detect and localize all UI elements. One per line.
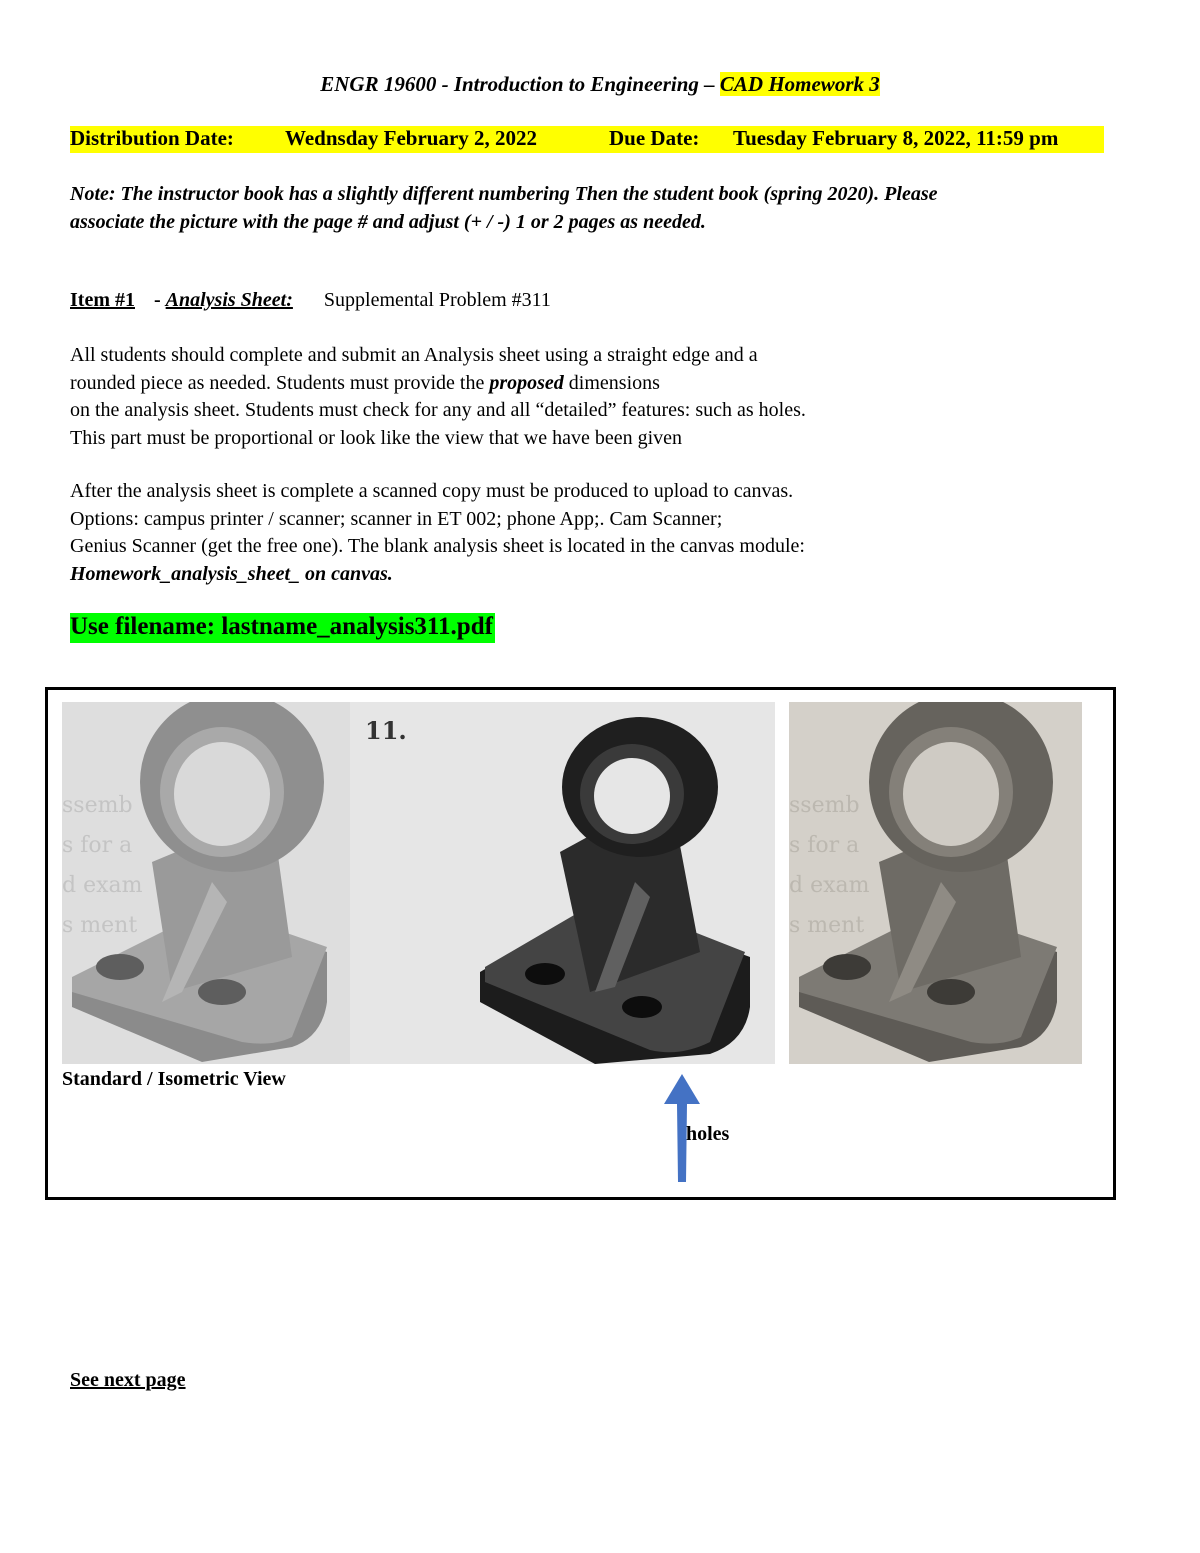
note-line: Note: The instructor book has a slightly different numbering Then the student book (spring 2020). Please bbox=[70, 183, 938, 205]
paragraph-line: After the analysis sheet is complete a scanned copy must be produced to upload to canvas. bbox=[70, 480, 794, 502]
paragraph-line bbox=[70, 370, 1070, 398]
holes-label: holes bbox=[686, 1123, 730, 1145]
text-span: rounded piece as needed. Students must provide the bbox=[70, 371, 490, 394]
paragraph-line: Genius Scanner (get the free one). The blank analysis sheet is located in the canvas module: bbox=[70, 535, 805, 557]
item-label: Item #1 bbox=[70, 289, 135, 311]
note bbox=[70, 180, 1130, 236]
paragraph-line: All students should complete and submit an Analysis sheet using a straight edge and a bbox=[70, 344, 758, 366]
problem-label: Supplemental Problem #311 bbox=[323, 289, 551, 311]
svg-text:s ment: s ment bbox=[62, 913, 138, 938]
distribution-date-value: Wednsday February 2, 2022 bbox=[285, 126, 538, 150]
svg-text:s for a: s for a bbox=[62, 833, 133, 858]
dates-bar bbox=[70, 126, 1104, 153]
figure-caption: Standard / Isometric View bbox=[62, 1068, 286, 1090]
analysis-sheet-label: Analysis Sheet: bbox=[165, 289, 293, 311]
page-title bbox=[0, 72, 1200, 97]
text-span: dimensions bbox=[563, 371, 660, 394]
bracket-photo-3 bbox=[789, 702, 1082, 1064]
paragraph-line bbox=[70, 561, 1070, 589]
see-next-page: See next page bbox=[70, 1369, 186, 1391]
note-line: associate the picture with the page # and adjust (+ / -) 1 or 2 pages as needed. bbox=[70, 211, 706, 233]
svg-text:s ment: s ment bbox=[789, 913, 865, 938]
title-highlight: CAD Homework 3 bbox=[719, 72, 880, 96]
bracket-illustration bbox=[62, 702, 350, 1064]
bracket-illustration bbox=[789, 702, 1082, 1064]
paragraph-line: on the analysis sheet. Students must check for any and all “detailed” features: such as holes. bbox=[70, 399, 806, 421]
distribution-date-label: Distribution Date: bbox=[70, 126, 234, 150]
svg-text:ssemb: ssemb bbox=[789, 793, 860, 818]
item-dash: - bbox=[153, 289, 161, 311]
paragraph-line: This part must be proportional or look like the view that we have been given bbox=[70, 426, 683, 449]
instructions-paragraph bbox=[70, 342, 1070, 452]
problem-number: 11. bbox=[365, 716, 407, 745]
svg-text:ssemb: ssemb bbox=[62, 793, 133, 818]
upload-paragraph bbox=[70, 478, 1070, 588]
canvas-module-name: Homework_analysis_sheet_ on canvas. bbox=[70, 562, 393, 585]
svg-text:d exam: d exam bbox=[789, 873, 870, 898]
bracket-photo-1 bbox=[62, 702, 350, 1064]
due-date-label: Due Date: bbox=[609, 126, 700, 150]
due-date-value: Tuesday February 8, 2022, 11:59 pm bbox=[733, 126, 1059, 150]
svg-text:d exam: d exam bbox=[62, 873, 143, 898]
item-heading bbox=[70, 289, 551, 312]
title-prefix: ENGR 19600 - Introduction to Engineering – bbox=[320, 72, 720, 96]
filename-instruction: Use filename: lastname_analysis311.pdf bbox=[70, 613, 495, 643]
svg-text:s for a: s for a bbox=[789, 833, 860, 858]
paragraph-line: Options: campus printer / scanner; scanner in ET 002; phone App;. Cam Scanner; bbox=[70, 507, 723, 530]
emphasis-proposed: proposed bbox=[489, 371, 564, 394]
bracket-illustration bbox=[350, 702, 775, 1064]
bracket-photo-2 bbox=[350, 702, 775, 1064]
